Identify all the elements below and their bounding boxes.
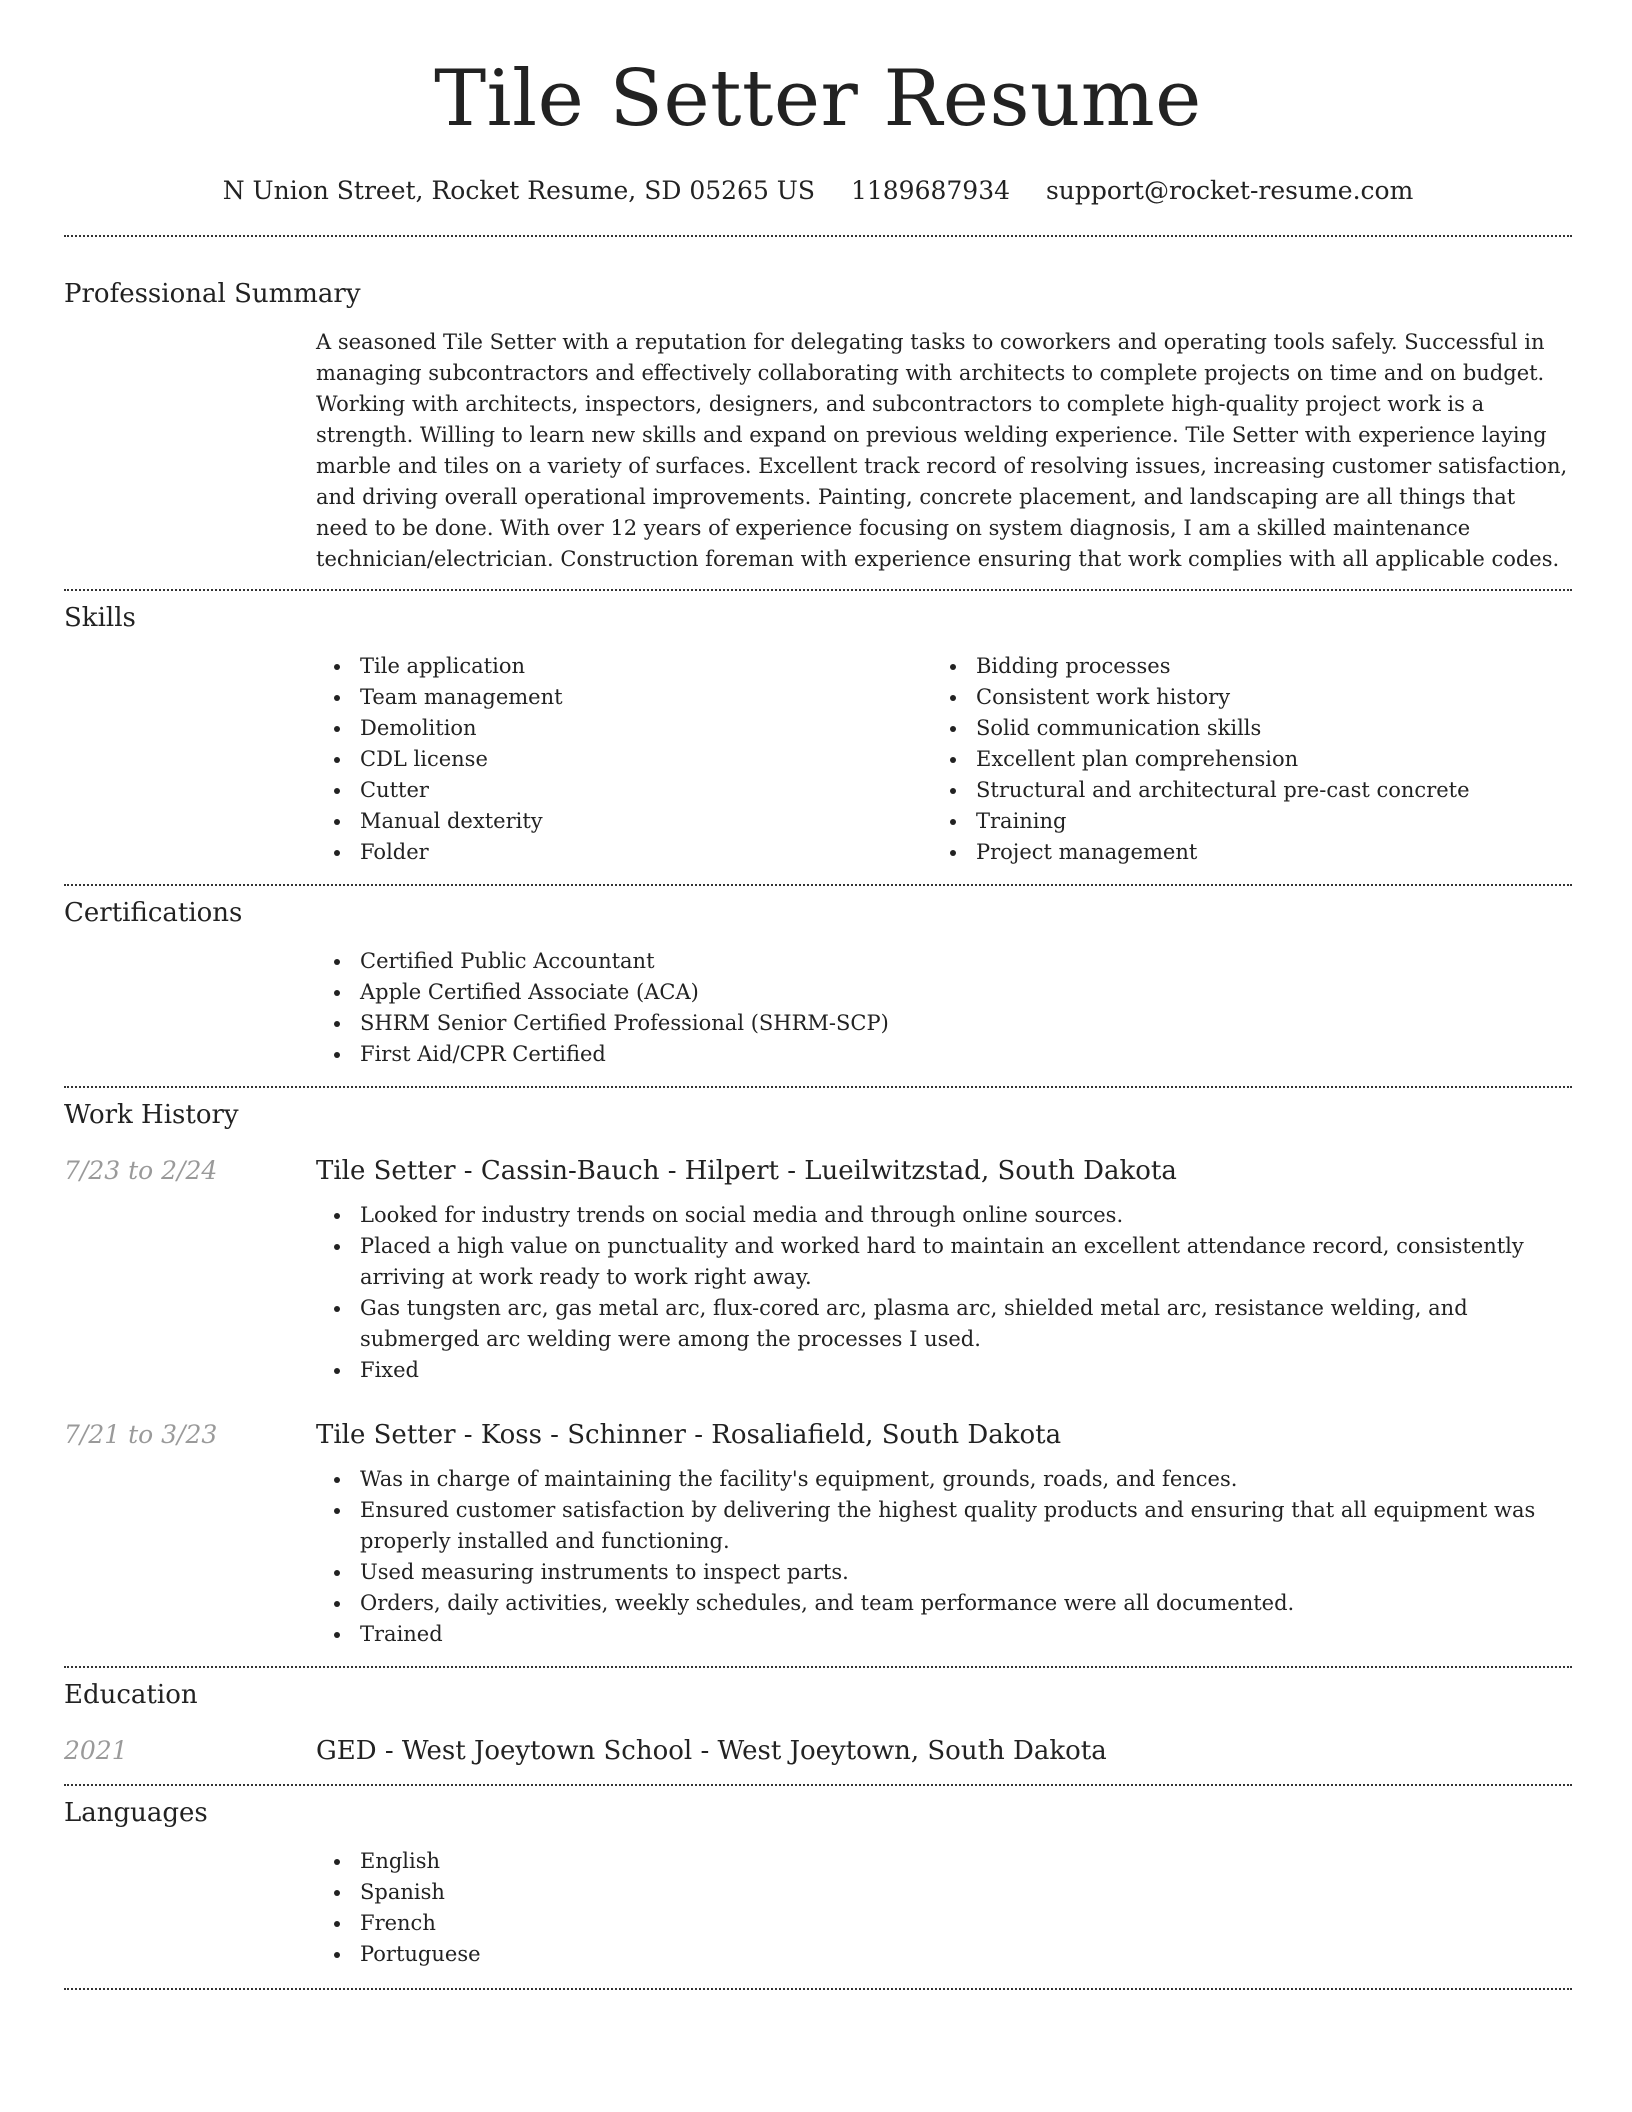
list-item: French [316, 1908, 1572, 1939]
divider [64, 1988, 1572, 1990]
list-item: Portuguese [316, 1939, 1572, 1970]
education-section [64, 1680, 1572, 1766]
skills-section [64, 603, 1572, 868]
certifications-list [316, 946, 1572, 1070]
list-item: Demolition [316, 713, 932, 744]
resume-title: Tile Setter Resume [434, 54, 1202, 144]
list-item: Solid communication skills [932, 713, 1548, 744]
contact-address: N Union Street, Rocket Resume, SD 05265 US [222, 176, 815, 205]
education-heading: Education [64, 1680, 198, 1710]
list-item: Folder [316, 837, 932, 868]
list-item: Bidding processes [932, 651, 1548, 682]
divider [64, 884, 1572, 886]
list-item: Certified Public Accountant [316, 946, 1572, 977]
list-item: Gas tungsten arc, gas metal arc, flux-cored arc, plasma arc, shielded metal arc, resistance welding, and submerged arc welding were among the processes I used. [316, 1293, 1572, 1355]
list-item: Ensured customer satisfaction by delivering the highest quality products and ensuring that all equipment was properly installed and functioning. [316, 1495, 1572, 1557]
languages-heading: Languages [64, 1798, 208, 1828]
languages-list [316, 1846, 1572, 1970]
list-item: Spanish [316, 1877, 1572, 1908]
list-item: Manual dexterity [316, 806, 932, 837]
job-bullets [316, 1464, 1572, 1650]
job-entry [64, 1156, 1572, 1386]
list-item: Consistent work history [932, 682, 1548, 713]
list-item: SHRM Senior Certified Professional (SHRM-SCP) [316, 1008, 1572, 1039]
job-title: Tile Setter - Koss - Schinner - Rosaliafield, South Dakota [316, 1420, 1062, 1450]
list-item: Training [932, 806, 1548, 837]
list-item: Team management [316, 682, 932, 713]
list-item: Cutter [316, 775, 932, 806]
skills-list-right [932, 651, 1548, 868]
contact-line [64, 176, 1572, 205]
skills-grid [316, 651, 1572, 868]
list-item: Excellent plan comprehension [932, 744, 1548, 775]
divider [64, 1086, 1572, 1088]
education-entry [64, 1736, 1572, 1766]
resume-page [64, 0, 1572, 1990]
divider [64, 235, 1572, 237]
list-item: Trained [316, 1619, 1572, 1650]
job-bullets [316, 1200, 1572, 1386]
work-heading: Work History [64, 1100, 239, 1130]
summary-text: A seasoned Tile Setter with a reputation for delegating tasks to coworkers and operating tools safely. Successful in managing subcontractors and effectively collaborating with architects to complete projects on time and on budget. Working with architects, inspectors, designers, and subcontractors to complete high-quality project work is a strength. Willing to learn new skills and expand on previous welding experience. Tile Setter with experience laying marble and tiles on a variety of surfaces. Excellent track record of resolving issues, increasing customer satisfaction, and driving overall operational improvements. Painting, concrete placement, and landscaping are all things that need to be done. With over 12 years of experience focusing on system diagnosis, I am a skilled maintenance technician/electrician. Construction foreman with experience ensuring that work complies with all applicable codes. [316, 330, 1568, 571]
divider [64, 1784, 1572, 1786]
job-entry [64, 1420, 1572, 1650]
job-header [64, 1420, 1572, 1450]
education-year: 2021 [64, 1736, 128, 1765]
job-header [64, 1156, 1572, 1186]
list-item: Project management [932, 837, 1548, 868]
list-item: Looked for industry trends on social media and through online sources. [316, 1200, 1572, 1231]
education-degree: GED - West Joeytown School - West Joeytown, South Dakota [316, 1736, 1107, 1766]
divider [64, 1666, 1572, 1668]
list-item: Placed a high value on punctuality and worked hard to maintain an excellent attendance record, consistently arriving at work ready to work right away. [316, 1231, 1572, 1293]
skills-heading: Skills [64, 603, 136, 633]
certifications-heading: Certifications [64, 898, 243, 928]
list-item: English [316, 1846, 1572, 1877]
list-item: Apple Certified Associate (ACA) [316, 977, 1572, 1008]
divider [64, 589, 1572, 591]
skills-list-left [316, 651, 932, 868]
list-item: Structural and architectural pre-cast concrete [932, 775, 1548, 806]
list-item: First Aid/CPR Certified [316, 1039, 1572, 1070]
list-item: Tile application [316, 651, 932, 682]
job-dates: 7/23 to 2/24 [64, 1156, 218, 1185]
contact-phone: 1189687934 [850, 176, 1011, 205]
summary-section [64, 279, 1572, 575]
list-item: Was in charge of maintaining the facility's equipment, grounds, roads, and fences. [316, 1464, 1572, 1495]
work-section [64, 1100, 1572, 1650]
list-item: Used measuring instruments to inspect parts. [316, 1557, 1572, 1588]
certifications-section [64, 898, 1572, 1070]
list-item: CDL license [316, 744, 932, 775]
list-item: Fixed [316, 1355, 1572, 1386]
languages-section [64, 1798, 1572, 1970]
job-title: Tile Setter - Cassin-Bauch - Hilpert - Lueilwitzstad, South Dakota [316, 1156, 1177, 1186]
list-item: Orders, daily activities, weekly schedules, and team performance were all documented. [316, 1588, 1572, 1619]
contact-email: support@rocket-resume.com [1045, 176, 1414, 205]
summary-heading: Professional Summary [64, 279, 361, 309]
job-dates: 7/21 to 3/23 [64, 1420, 218, 1449]
